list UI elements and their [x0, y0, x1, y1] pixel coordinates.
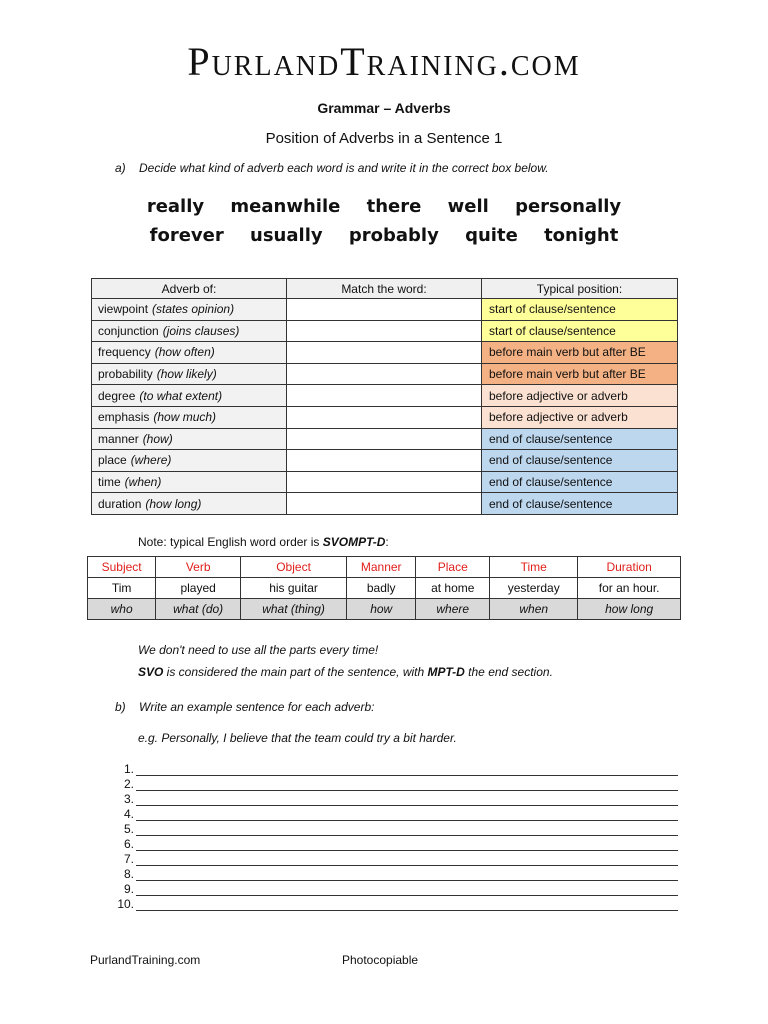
adverb-kind-cell [92, 320, 287, 342]
note-prefix: Note: typical English word order is [138, 535, 323, 549]
adverb-kind-cell [92, 406, 287, 428]
typical-position-cell: before adjective or adverb [482, 385, 678, 407]
match-word-cell[interactable] [287, 320, 482, 342]
mptd-term: MPT-D [427, 665, 465, 679]
adverb-kind-cell [92, 385, 287, 407]
svo-note-end: the end section. [464, 665, 553, 679]
adverb-kind: conjunction [98, 323, 159, 338]
typical-position-cell: end of clause/sentence [482, 428, 678, 450]
word-order-note [138, 535, 389, 549]
word-bank-word: there [366, 196, 422, 217]
answer-rule[interactable] [136, 841, 678, 851]
word-order-question-cell: when [490, 599, 578, 620]
match-word-cell[interactable] [287, 363, 482, 385]
adverb-kind-cell [92, 493, 287, 515]
answer-rule[interactable] [136, 856, 678, 866]
match-word-cell[interactable] [287, 450, 482, 472]
word-bank-word: usually [250, 225, 323, 246]
adverb-row [92, 428, 678, 450]
adverb-kind-note: (how long) [145, 496, 202, 511]
match-word-cell[interactable] [287, 299, 482, 321]
footer-site: PurlandTraining.com [90, 953, 201, 967]
worksheet-subtitle: Position of Adverbs in a Sentence 1 [265, 130, 503, 147]
instruction-b-text: Write an example sentence for each adverb: [139, 700, 375, 714]
adverb-kind-cell [92, 299, 287, 321]
line-number: 8. [123, 867, 134, 881]
word-order-header-cell: Object [241, 557, 347, 578]
site-title: PurlandTraining.com [187, 39, 581, 84]
adverb-row [92, 299, 678, 321]
adverb-kind-note: (how) [142, 431, 173, 446]
adverb-kind-note: (when) [124, 475, 162, 490]
typical-position-cell: start of clause/sentence [482, 320, 678, 342]
line-number: 10. [117, 897, 134, 911]
adverb-kind: place [98, 453, 127, 468]
answer-line[interactable] [108, 851, 678, 866]
word-order-example-cell: at home [416, 578, 490, 599]
adverb-kind-note: (how much) [153, 410, 217, 425]
answer-rule[interactable] [136, 901, 678, 911]
word-bank-word: well [447, 196, 489, 217]
word-order-question-cell: how long [578, 599, 681, 620]
answer-rule[interactable] [136, 826, 678, 836]
match-word-cell[interactable] [287, 406, 482, 428]
answer-line[interactable] [108, 896, 678, 911]
answer-rule[interactable] [136, 796, 678, 806]
footer-photocopiable: Photocopiable [342, 953, 419, 967]
adverb-row [92, 320, 678, 342]
adverb-row [92, 450, 678, 472]
adverb-kind-cell [92, 363, 287, 385]
word-order-question-cell: who [88, 599, 156, 620]
word-order-question-cell: what (thing) [241, 599, 347, 620]
word-order-example-row [88, 578, 681, 599]
adverb-kind-cell [92, 342, 287, 364]
line-number: 1. [123, 762, 134, 776]
match-word-cell[interactable] [287, 428, 482, 450]
adverb-kind: duration [98, 496, 142, 511]
adverb-kind-note: (how likely) [156, 367, 217, 382]
adverb-row [92, 406, 678, 428]
word-bank-word: meanwhile [230, 196, 341, 217]
word-order-example-cell: yesterday [490, 578, 578, 599]
parts-note: We don't need to use all the parts every time! [138, 643, 379, 657]
match-word-cell[interactable] [287, 385, 482, 407]
word-bank-word: personally [515, 196, 622, 217]
typical-position-cell: end of clause/sentence [482, 493, 678, 515]
svo-note [138, 665, 553, 679]
svo-term: SVO [138, 665, 164, 679]
word-bank-row-1 [0, 196, 768, 217]
word-order-question-cell: where [416, 599, 490, 620]
adverb-row [92, 471, 678, 493]
word-order-header-cell: Time [490, 557, 578, 578]
word-order-header-cell: Duration [578, 557, 681, 578]
answer-line[interactable] [108, 776, 678, 791]
word-order-example-cell: badly [347, 578, 416, 599]
adverb-kind: manner [98, 431, 139, 446]
svo-note-text: is considered the main part of the sentence, with [163, 665, 428, 679]
answer-line[interactable] [108, 881, 678, 896]
adverb-kind-note: (joins clauses) [162, 323, 240, 338]
instruction-a-text: Decide what kind of adverb each word is and write it in the correct box below. [139, 161, 549, 175]
word-bank-word: forever [149, 225, 224, 246]
adverb-kind: degree [98, 388, 136, 403]
typical-position-cell: before main verb but after BE [482, 363, 678, 385]
adverb-kind-note: (where) [130, 453, 172, 468]
word-order-question-cell: how [347, 599, 416, 620]
word-order-header-cell: Verb [156, 557, 241, 578]
adverb-kind-note: (states opinion) [152, 302, 235, 317]
adverb-row [92, 385, 678, 407]
adverb-kind-cell [92, 450, 287, 472]
line-number: 6. [123, 837, 134, 851]
adverb-kind-note: (to what extent) [139, 388, 223, 403]
line-number: 2. [123, 777, 134, 791]
word-order-header-cell: Manner [347, 557, 416, 578]
typical-position-cell: before adjective or adverb [482, 406, 678, 428]
word-bank-word: probably [348, 225, 439, 246]
instruction-a-label: a) [115, 161, 126, 175]
answer-line[interactable] [108, 806, 678, 821]
word-bank-word: quite [465, 225, 518, 246]
word-order-example-cell: for an hour. [578, 578, 681, 599]
answer-line[interactable] [108, 866, 678, 881]
adverb-kind: viewpoint [98, 302, 149, 317]
word-bank-row-2 [0, 225, 768, 246]
line-number: 7. [123, 852, 134, 866]
answer-rule[interactable] [136, 811, 678, 821]
column-header-match: Match the word: [287, 279, 482, 299]
typical-position-cell: end of clause/sentence [482, 471, 678, 493]
word-order-example-cell: Tim [88, 578, 156, 599]
adverb-kind: emphasis [98, 410, 150, 425]
typical-position-cell: start of clause/sentence [482, 299, 678, 321]
word-order-header-cell: Subject [88, 557, 156, 578]
word-order-table [87, 556, 681, 620]
adverb-kind: probability [98, 367, 153, 382]
note-code: SVOMPT-D [322, 535, 386, 549]
word-bank-word: tonight [544, 225, 619, 246]
match-word-cell[interactable] [287, 493, 482, 515]
adverb-row [92, 342, 678, 364]
adverb-kind-note: (how often) [154, 345, 215, 360]
column-header-position: Typical position: [482, 279, 678, 299]
answer-line[interactable] [108, 761, 678, 776]
example-sentence: e.g. Personally, I believe that the team could try a bit harder. [138, 731, 457, 745]
match-word-cell[interactable] [287, 471, 482, 493]
adverb-types-table [91, 278, 678, 515]
answer-line[interactable] [108, 821, 678, 836]
word-bank-word: really [146, 196, 205, 217]
column-header-adverb-of: Adverb of: [92, 279, 287, 299]
answer-rule[interactable] [136, 871, 678, 881]
worksheet-subject: Grammar – Adverbs [317, 100, 451, 116]
match-word-cell[interactable] [287, 342, 482, 364]
adverb-kind: time [98, 475, 121, 490]
adverb-kind: frequency [98, 345, 151, 360]
word-order-header-row [88, 557, 681, 578]
word-order-header-cell: Place [416, 557, 490, 578]
word-order-example-cell: played [156, 578, 241, 599]
adverb-kind-cell [92, 428, 287, 450]
line-number: 3. [123, 792, 134, 806]
instruction-b-label: b) [115, 700, 126, 714]
adverb-row [92, 493, 678, 515]
instruction-b [115, 700, 374, 714]
answer-rule[interactable] [136, 766, 678, 776]
word-order-question-row [88, 599, 681, 620]
adverb-kind-cell [92, 471, 287, 493]
answer-rule[interactable] [136, 886, 678, 896]
typical-position-cell: end of clause/sentence [482, 450, 678, 472]
word-order-question-cell: what (do) [156, 599, 241, 620]
answer-line[interactable] [108, 836, 678, 851]
answer-lines [108, 761, 678, 911]
note-suffix: : [385, 535, 389, 549]
line-number: 9. [123, 882, 134, 896]
answer-line[interactable] [108, 791, 678, 806]
typical-position-cell: before main verb but after BE [482, 342, 678, 364]
line-number: 5. [123, 822, 134, 836]
adverb-row [92, 363, 678, 385]
line-number: 4. [123, 807, 134, 821]
answer-rule[interactable] [136, 781, 678, 791]
instruction-a [115, 161, 549, 175]
word-order-example-cell: his guitar [241, 578, 347, 599]
